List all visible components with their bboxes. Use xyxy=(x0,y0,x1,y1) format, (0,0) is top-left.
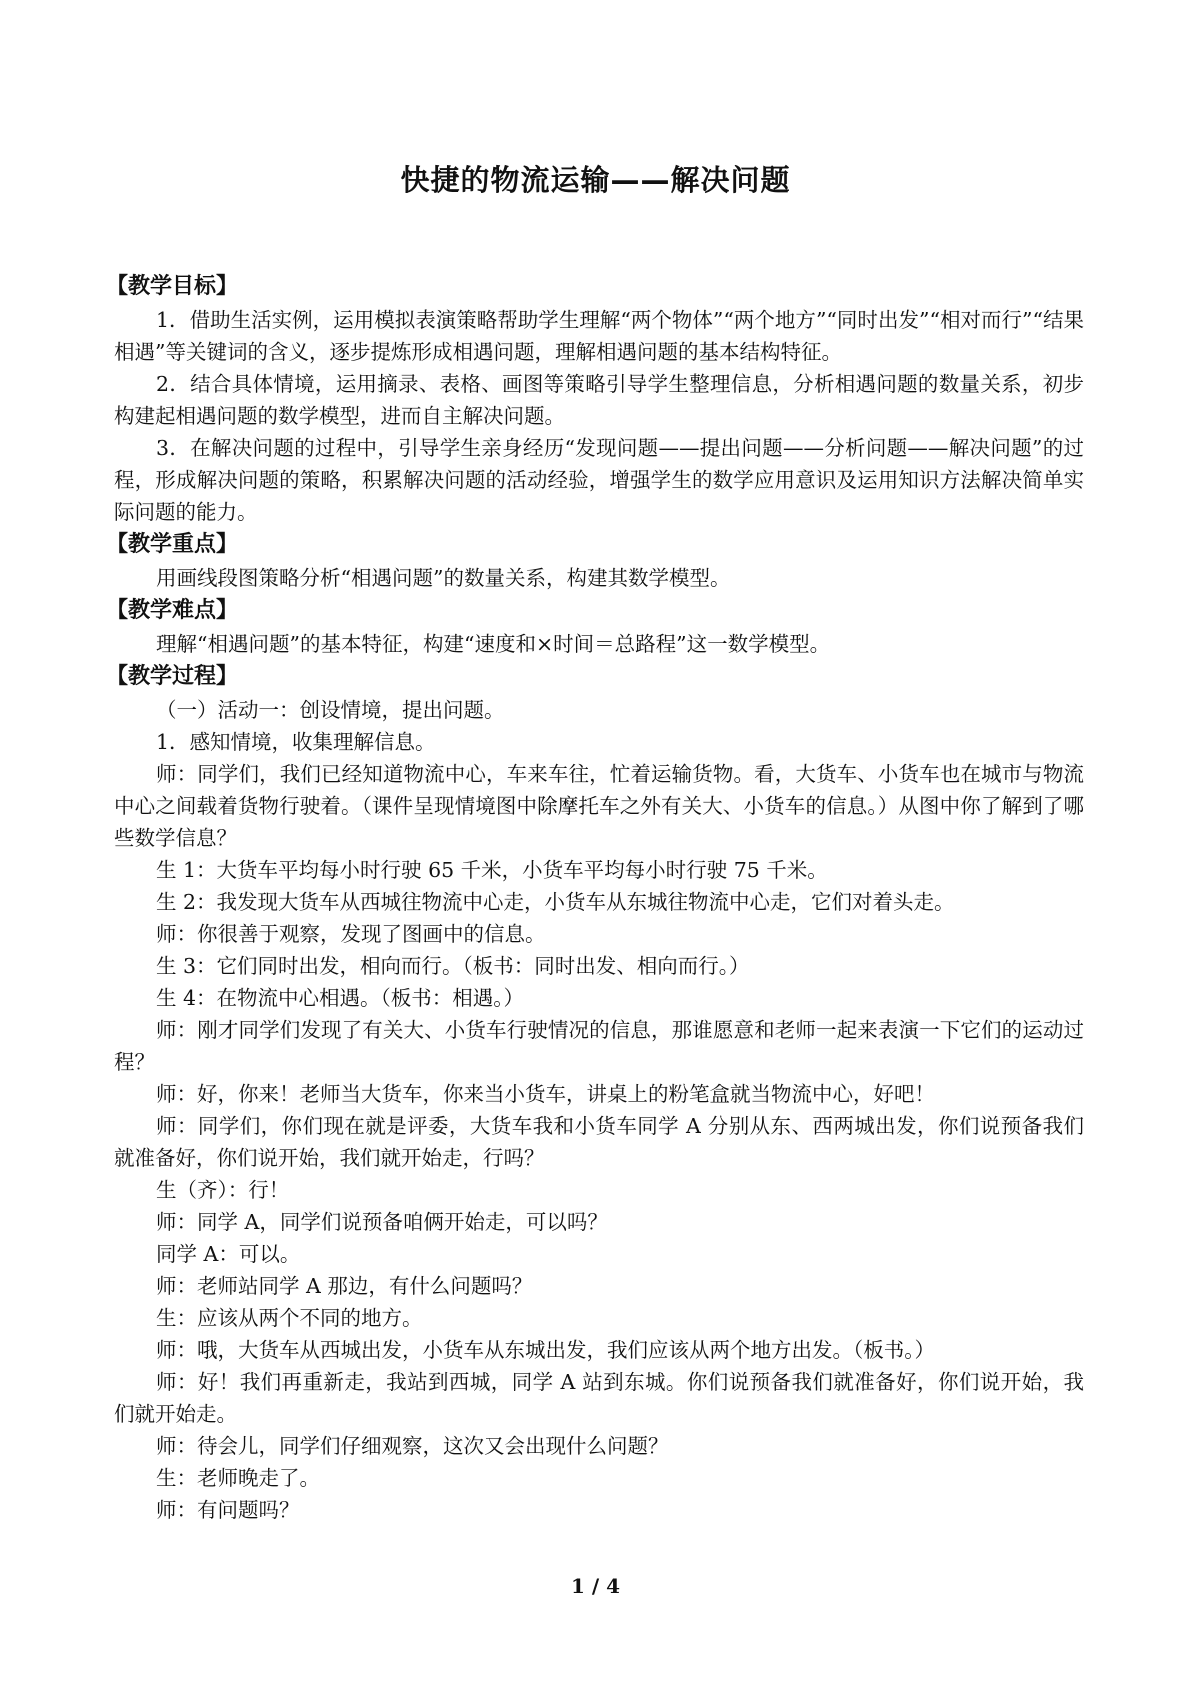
paragraph: （一）活动一：创设情境，提出问题。 xyxy=(156,698,505,722)
paragraph: 生（齐）：行！ xyxy=(156,1178,290,1202)
paragraph: 生 2：我发现大货车从西城往物流中心走，小货车从东城往物流中心走，它们对着头走。 xyxy=(156,890,955,914)
paragraph: 3．在解决问题的过程中，引导学生亲身经历“发现问题——提出问题——分析问题——解决问题”的过程，形成解决问题的策略，积累解决问题的活动经验，增强学生的数学应用意识及运用知识方法解决简单实际问题的能力。 xyxy=(114,436,1084,524)
section-heading-key-points: 【教学重点】 xyxy=(106,532,239,557)
paragraph: 生 1：大货车平均每小时行驶 65 千米，小货车平均每小时行驶 75 千米。 xyxy=(156,858,828,882)
paragraph: 师：刚才同学们发现了有关大、小货车行驶情况的信息，那谁愿意和老师一起来表演一下它们的运动过程？ xyxy=(114,1018,1084,1074)
paragraph: 师：老师站同学 A 那边，有什么问题吗？ xyxy=(156,1274,533,1298)
paragraph: 2．结合具体情境，运用摘录、表格、画图等策略引导学生整理信息，分析相遇问题的数量关系，初步构建起相遇问题的数学模型，进而自主解决问题。 xyxy=(114,372,1084,428)
paragraph: 用画线段图策略分析“相遇问题”的数量关系，构建其数学模型。 xyxy=(156,566,731,590)
paragraph: 生 4：在物流中心相遇。（板书：相遇。） xyxy=(156,986,525,1010)
paragraph: 师：哦，大货车从西城出发，小货车从东城出发，我们应该从两个地方出发。（板书。） xyxy=(156,1338,935,1362)
paragraph: 生：应该从两个不同的地方。 xyxy=(156,1306,423,1330)
section-heading-objectives: 【教学目标】 xyxy=(106,274,239,299)
paragraph: 生 3：它们同时出发，相向而行。（板书：同时出发、相向而行。） xyxy=(156,954,750,978)
paragraph: 师：好！我们再重新走，我站到西城，同学 A 站到东城。你们说预备我们就准备好，你们说开始，我们就开始走。 xyxy=(114,1370,1084,1426)
paragraph: 师：同学 A，同学们说预备咱俩开始走，可以吗？ xyxy=(156,1210,608,1234)
document-title: 快捷的物流运输——解决问题 xyxy=(400,163,791,197)
paragraph: 生：老师晚走了。 xyxy=(156,1466,320,1490)
paragraph: 同学 A：可以。 xyxy=(156,1242,301,1266)
section-heading-process: 【教学过程】 xyxy=(106,664,239,689)
paragraph: 师：你很善于观察，发现了图画中的信息。 xyxy=(156,922,546,946)
paragraph: 理解“相遇问题”的基本特征，构建“速度和×时间＝总路程”这一数学模型。 xyxy=(156,632,831,656)
paragraph: 师：好，你来！老师当大货车，你来当小货车，讲桌上的粉笔盒就当物流中心，好吧！ xyxy=(156,1082,935,1106)
paragraph: 师：同学们，你们现在就是评委，大货车我和小货车同学 A 分别从东、西两城出发，你们说预备我们就准备好，你们说开始，我们就开始走，行吗？ xyxy=(114,1114,1084,1170)
paragraph: 师：有问题吗？ xyxy=(156,1498,300,1522)
paragraph: 1．感知情境，收集理解信息。 xyxy=(156,730,436,754)
paragraph: 师：同学们，我们已经知道物流中心，车来车往，忙着运输货物。看，大货车、小货车也在城市与物流中心之间载着货物行驶着。（课件呈现情境图中除摩托车之外有关大、小货车的信息。）从图中你了解到了哪些数学信息？ xyxy=(114,762,1084,850)
paragraph: 1．借助生活实例，运用模拟表演策略帮助学生理解“两个物体”“两个地方”“同时出发”“相对而行”“结果相遇”等关键词的含义，逐步提炼形成相遇问题，理解相遇问题的基本结构特征。 xyxy=(114,308,1084,364)
page-number: 1 / 4 xyxy=(570,1574,621,1598)
document-body xyxy=(106,270,1084,1526)
paragraph: 师：待会儿，同学们仔细观察，这次又会出现什么问题？ xyxy=(156,1434,669,1458)
section-heading-difficulties: 【教学难点】 xyxy=(106,598,239,623)
